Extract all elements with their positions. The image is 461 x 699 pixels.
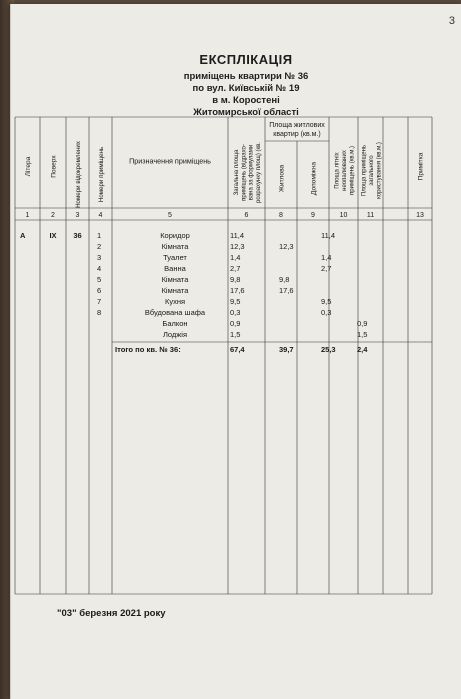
column-number: 8: [279, 212, 283, 219]
cell-room-number: 7: [97, 297, 102, 306]
column-number: 5: [168, 212, 172, 219]
column-number: 9: [311, 212, 315, 219]
cell-total-area: 17,6: [230, 286, 245, 295]
cell-total-area: 12,3: [230, 242, 245, 251]
cell-total-area: 0,3: [230, 308, 241, 317]
header-litera: Літера: [25, 156, 32, 177]
cell-room-name: Кухня: [164, 297, 186, 306]
cell-room-number: 4: [97, 264, 102, 273]
header-living-group: квартир (кв.м.): [273, 131, 321, 138]
cell-room-name: Кімната: [161, 286, 189, 295]
header-summer: неопалюваних: [342, 150, 348, 191]
column-number: 6: [244, 212, 249, 219]
cell-room-name: Лоджія: [162, 330, 188, 339]
header-total-area: приміщень (відрахо-: [241, 144, 248, 201]
cell-aux-area: 11,4: [321, 231, 336, 240]
document-page: [10, 4, 461, 699]
total-summer: 2,4: [357, 345, 368, 354]
column-number: 2: [51, 212, 55, 219]
cell-floor: ІХ: [49, 231, 57, 240]
cell-summer-area: 0,9: [357, 319, 368, 328]
cell-room-number: 3: [97, 253, 102, 262]
total-living: 39,7: [279, 345, 294, 354]
header-common: загального: [369, 155, 375, 186]
total-label: Ітого по кв. № 36:: [115, 345, 181, 354]
subtitle-line: Житомирської області: [193, 107, 299, 118]
header-living: Житлова: [278, 164, 286, 193]
cell-total-area: 9,8: [230, 275, 241, 284]
cell-room-number: 8: [97, 308, 102, 317]
header-total-area: вана за формулами: [248, 144, 255, 201]
cell-living-area: 9,8: [279, 275, 290, 284]
cell-aux-area: 1,4: [321, 253, 332, 262]
cell-total-area: 11,4: [230, 231, 245, 240]
cell-room-number: 5: [97, 275, 102, 284]
cell-room-number: 1: [97, 231, 102, 240]
cell-room-name: Кімната: [161, 242, 189, 251]
header-summer: Площа літніх: [334, 152, 341, 189]
cell-total-area: 0,9: [230, 319, 241, 328]
document-title: ЕКСПЛІКАЦІЯ: [199, 52, 293, 67]
header-note: Примітка: [417, 152, 425, 181]
cell-room-name: Балкон: [162, 319, 188, 328]
column-number: 11: [366, 212, 375, 219]
cell-room-name: Ванна: [164, 264, 186, 273]
header-common: користування (кв.м.): [376, 142, 383, 199]
cell-living-area: 12,3: [279, 242, 294, 251]
cell-separate: 36: [73, 231, 82, 240]
cell-room-number: 2: [97, 242, 102, 251]
header-common: Площа приміщень: [361, 144, 368, 197]
cell-litera: А: [20, 231, 26, 240]
header-living-group: Площа житлових: [269, 122, 325, 129]
header-auxiliary: Допоміжна: [310, 161, 318, 196]
header-separate: Номери відокремлених: [75, 141, 82, 208]
cell-summer-area: 1,5: [357, 330, 368, 339]
header-floor: Поверх: [50, 155, 58, 178]
cell-total-area: 9,5: [230, 297, 241, 306]
cell-total-area: 1,5: [230, 330, 241, 339]
explication-table: [11, 4, 461, 699]
header-total-area: Загальна площа: [234, 149, 241, 196]
header-summer: приміщень (кв.м.): [349, 146, 356, 195]
document-date: "03" березня 2021 року: [57, 608, 166, 619]
total-aux: 25,3: [321, 345, 336, 354]
cell-aux-area: 0,3: [321, 308, 332, 317]
column-number: 13: [416, 212, 424, 219]
cell-room-name: Коридор: [160, 231, 190, 240]
total-area: 67,4: [230, 345, 245, 354]
cell-aux-area: 2,7: [321, 264, 332, 273]
subtitle-line: в м. Коростені: [212, 95, 280, 106]
page-number: 3: [448, 15, 455, 27]
cell-aux-area: 9,5: [321, 297, 332, 306]
subtitle-line: приміщень квартири № 36: [183, 71, 309, 82]
cell-total-area: 2,7: [230, 264, 241, 273]
header-total-area: розрахунку площ) (кв.: [255, 142, 262, 203]
cell-total-area: 1,4: [230, 253, 241, 262]
header-room-numbers: Номери приміщень: [98, 146, 105, 203]
cell-room-name: Вбудована шафа: [144, 308, 206, 317]
column-number: 1: [25, 212, 30, 219]
column-number: 3: [75, 212, 80, 219]
cell-living-area: 17,6: [279, 286, 294, 295]
cell-room-name: Туалет: [163, 253, 187, 262]
cell-room-number: 6: [97, 286, 102, 295]
header-purpose: Призначення приміщень: [129, 156, 211, 166]
subtitle-line: по вул. Київській № 19: [192, 83, 300, 94]
column-number: 10: [339, 212, 348, 219]
cell-room-name: Кімната: [161, 275, 189, 284]
column-number: 4: [98, 212, 103, 219]
